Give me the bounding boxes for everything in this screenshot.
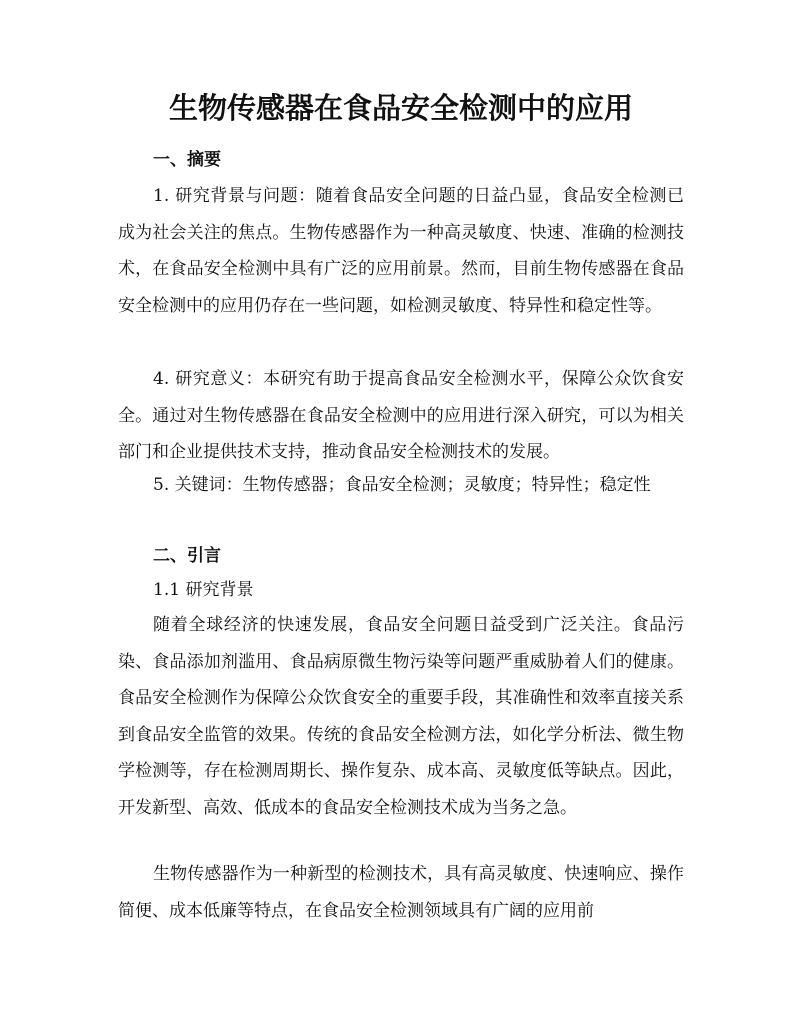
section-heading-introduction: 二、引言 xyxy=(153,546,221,566)
paragraph-introduction-background: 随着全球经济的快速发展，食品安全问题日益受到广泛关注。食品污染、食品添加剂滥用、食品病原微生物污染等问题严重威胁着人们的健康。食品安全检测作为保障公众饮食安全的重要手段，其准确性和效率直接关系到食品安全监管的效果。传统的食品安全检测方法，如化学分析法、微生物学检测等，存在检测周期长、操作复杂、成本高、灵敏度低等缺点。因此，开发新型、高效、低成本的食品安全检测技术成为当务之急。 xyxy=(118,615,684,818)
section-heading-abstract: 一、摘要 xyxy=(153,150,221,170)
paragraph-research-background: 1. 研究背景与问题：随着食品安全问题的日益凸显，食品安全检测已成为社会关注的焦点。生物传感器作为一种高灵敏度、快速、准确的检测技术，在食品安全检测中具有广泛的应用前景。然而，目前生物传感器在食品安全检测中的应用仍存在一些问题，如检测灵敏度、特异性和稳定性等。 xyxy=(118,186,684,316)
paragraph-research-significance: 4. 研究意义：本研究有助于提高食品安全检测水平，保障公众饮食安全。通过对生物传感器在食品安全检测中的应用进行深入研究，可以为相关部门和企业提供技术支持，推动食品安全检测技术的发展。 xyxy=(118,369,684,463)
subheading-research-background: 1.1 研究背景 xyxy=(153,580,254,600)
paragraph-keywords: 5. 关键词：生物传感器；食品安全检测；灵敏度；特异性；稳定性 xyxy=(153,475,651,495)
paragraph-biosensor-intro: 生物传感器作为一种新型的检测技术，具有高灵敏度、快速响应、操作简便、成本低廉等特点，在食品安全检测领域具有广阔的应用前 xyxy=(118,864,684,921)
document-title: 生物传感器在食品安全检测中的应用 xyxy=(168,91,633,125)
